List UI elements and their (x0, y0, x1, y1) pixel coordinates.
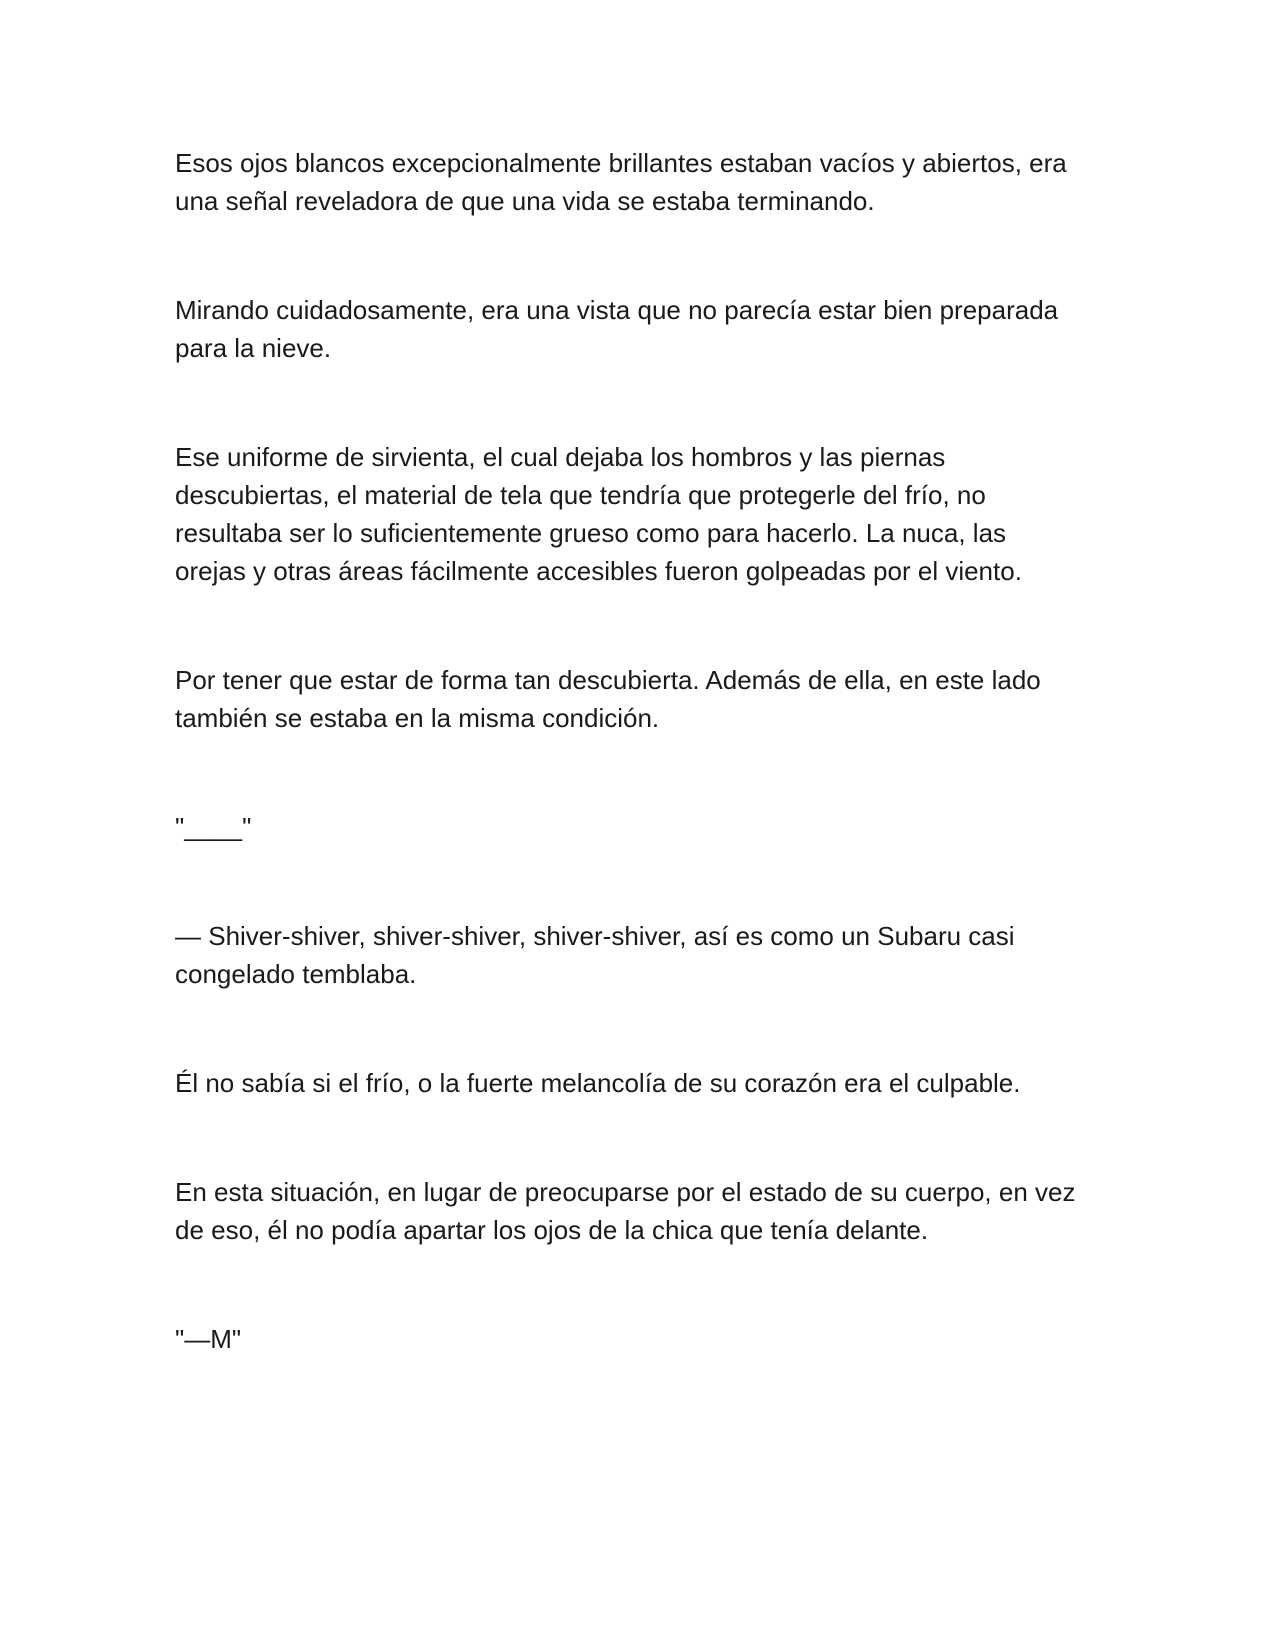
paragraph-5-dialogue: "____" (175, 812, 252, 842)
paragraph-1: Esos ojos blancos excepcionalmente brillantes estaban vacíos y abiertos, era una señal reveladora de que una vida se estaba terminando. (175, 148, 1067, 216)
paragraph-8: En esta situación, en lugar de preocuparse por el estado de su cuerpo, en vez de eso, él no podía apartar los ojos de la chica que tenía delante. (175, 1177, 1076, 1245)
paragraph-9-dialogue: "—M" (175, 1324, 242, 1354)
paragraph-4: Por tener que estar de forma tan descubierta. Además de ella, en este lado también se estaba en la misma condición. (175, 665, 1041, 733)
paragraph-7: Él no sabía si el frío, o la fuerte melancolía de su corazón era el culpable. (175, 1068, 1021, 1098)
paragraph-2: Mirando cuidadosamente, era una vista que no parecía estar bien preparada para la nieve. (175, 295, 1059, 363)
document-body (175, 144, 1095, 1358)
paragraph-3: Ese uniforme de sirvienta, el cual dejaba los hombros y las piernas descubiertas, el material de tela que tendría que protegerle del frío, no resultaba ser lo suficientemente grueso como para hacerlo. La nuca, las orejas y otras áreas fácilmente accesibles fueron golpeadas por el viento. (175, 442, 1022, 586)
paragraph-6: — Shiver-shiver, shiver-shiver, shiver-shiver, así es como un Subaru casi congelado temblaba. (175, 921, 1015, 989)
